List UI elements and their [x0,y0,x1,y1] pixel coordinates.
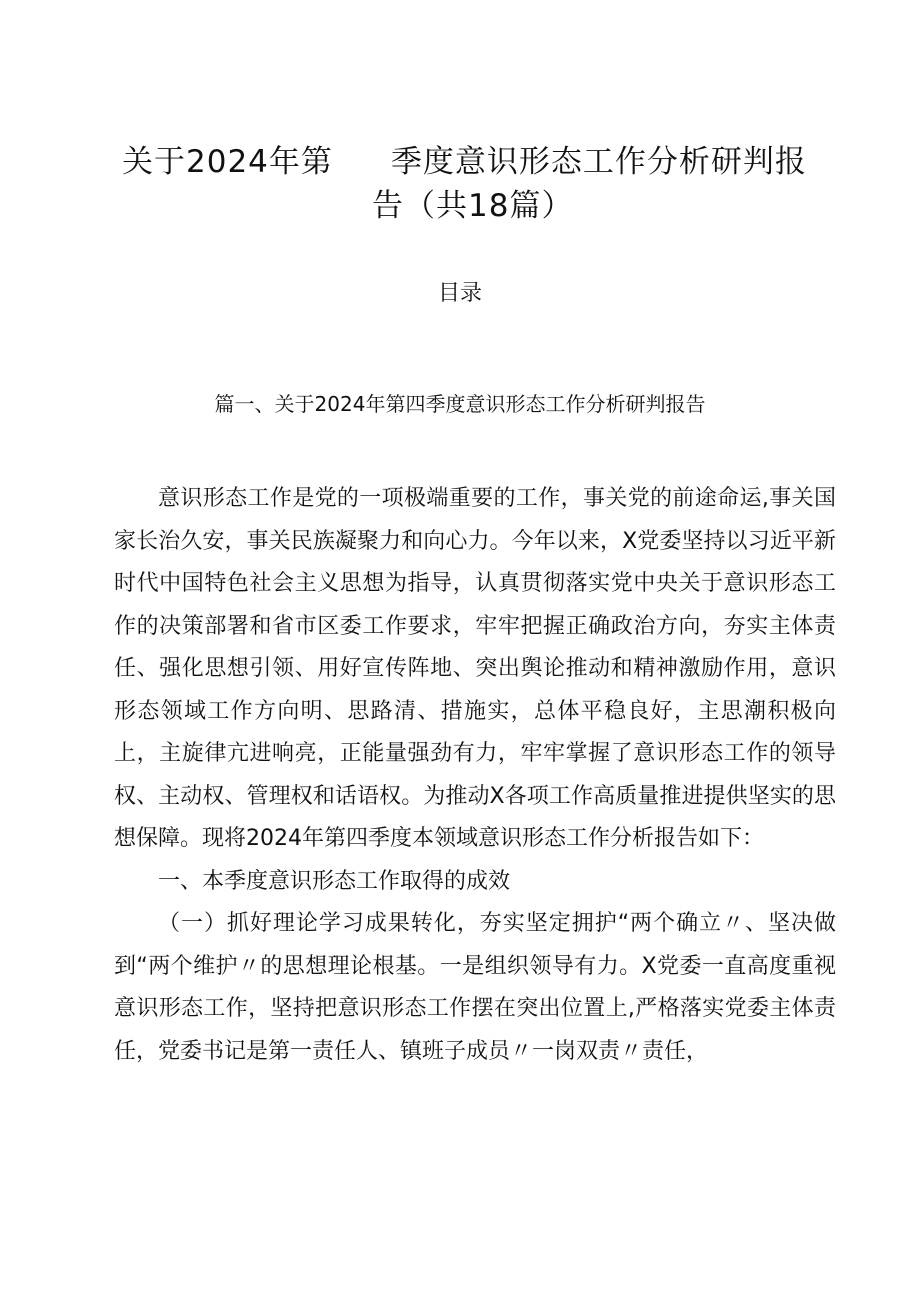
title-part-1: 关于2024年第 [122,144,333,180]
body-paragraph: （一）抓好理论学习成果转化，夯实坚定拥护“两个确立〃、坚决做到“两个维护〃的思想理论根基。一是组织领导有力。X党委一直高度重视意识形态工作，坚持把意识形态工作摆在突出位置上,严格落实党委主体责任，党委书记是第一责任人、镇班子成员〃一岗双责〃责任， [114,911,836,1064]
title-part-2: 季度意识形态工作分析研判报 [390,144,807,180]
document-title-continuation: 告（共18篇） [372,188,574,224]
body-paragraph: 意识形态工作是党的一项极端重要的工作，事关党的前途命运,事关国家长治久安，事关民族凝聚力和向心力。今年以来，X党委坚持以习近平新时代中国特色社会主义思想为指导，认真贯彻落实党中央关于意识形态工作的决策部署和省市区委工作要求，牢牢把握正确政治方向，夯实主体责任、强化思想引领、用好宣传阵地、突出舆论推动和精神激励作用，意识形态领域工作方向明、思路清、措施实，总体平稳良好，主思潮积极向上，主旋律亢进响亮，正能量强劲有力，牢牢掌握了意识形态工作的领导权、主动权、管理权和话语权。为推动X各项工作高质量推进提供坚实的思想保障。现将2024年第四季度本领域意识形态工作分析报告如下： [114,486,836,851]
body-text [114,478,836,1073]
section-heading: 一、本季度意识形态工作取得的成效 [158,868,511,894]
document-title [122,136,807,181]
toc-heading: 目录 [437,281,482,306]
toc-item: 篇一、关于2024年第四季度意识形态工作分析研判报告 [214,392,706,416]
